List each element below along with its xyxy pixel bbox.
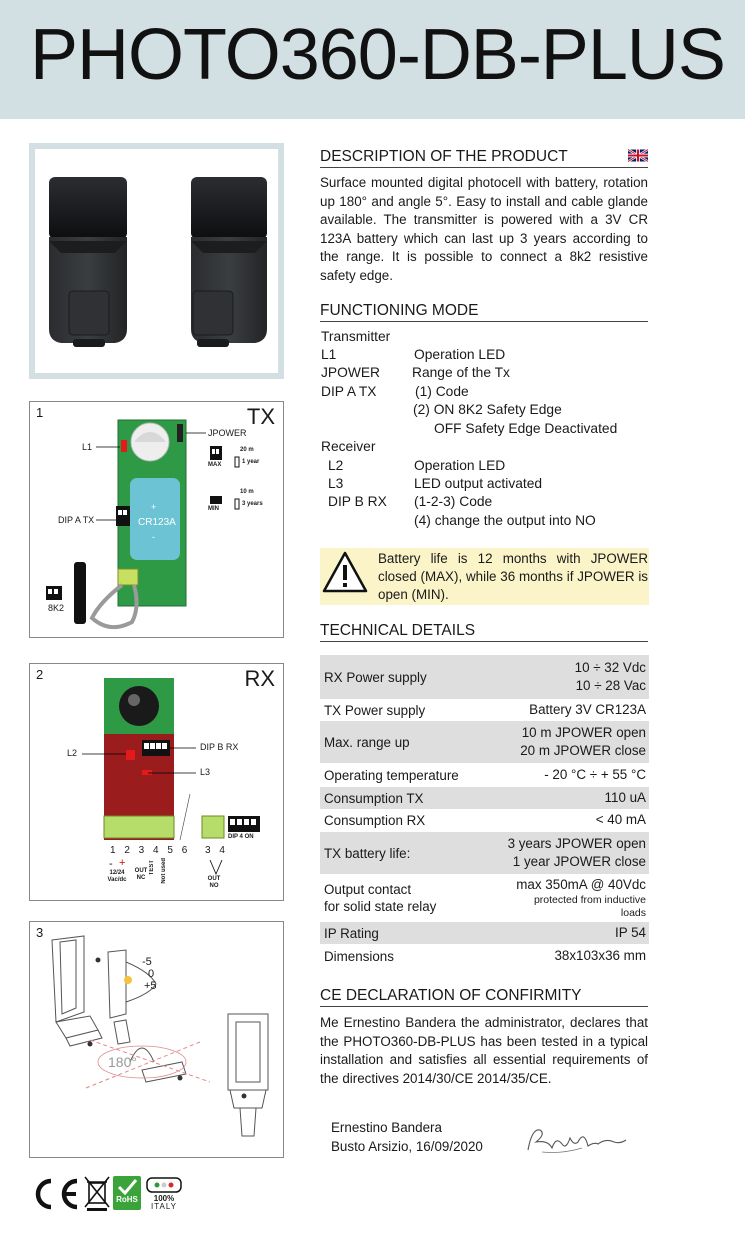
tech-value [516, 876, 646, 921]
rohs-logo [113, 1176, 141, 1210]
table-row [320, 874, 649, 922]
tech-key: IP Rating [324, 925, 379, 941]
product-photo [29, 143, 284, 379]
tech-value-line: 10 ÷ 32 Vdc [574, 659, 646, 675]
label-dip-a-tx: DIP A TX [58, 515, 95, 525]
technical-title: TECHNICAL DETAILS [320, 622, 648, 642]
tech-value: Battery 3V CR123A [529, 701, 646, 717]
tech-value: 38x103x36 mm [554, 947, 646, 963]
min-time: 3 years [242, 501, 263, 507]
fm-value: (2) ON 8K2 Safety Edge [413, 402, 562, 417]
fm-value: LED output activated [414, 476, 543, 491]
label-l2: L2 [67, 748, 78, 758]
battery-label: CR123A [138, 517, 176, 528]
fm-key: DIP B RX [328, 494, 387, 509]
terminal-plus: + [119, 857, 126, 869]
fm-key: L3 [328, 476, 344, 491]
angle-plus-5: +5 [144, 980, 157, 992]
tech-key: Dimensions [324, 948, 394, 964]
terminal-numbers: 1 2 3 4 5 6 [110, 845, 191, 856]
weee-bin-icon [84, 1175, 110, 1211]
photocell-right [191, 177, 267, 347]
installation-diagram-panel [29, 921, 284, 1158]
table-row [320, 787, 649, 809]
tech-key: TX Power supply [324, 702, 426, 718]
tech-key: Operating temperature [324, 767, 459, 783]
fm-key: DIP A TX [321, 384, 377, 399]
angle-minus-5: -5 [142, 956, 152, 968]
fm-value: (1-2-3) Code [414, 494, 493, 509]
ce-title: CE DECLARATION OF CONFIRMITY [320, 987, 648, 1007]
rohs-label: RoHS [116, 1195, 138, 1204]
fm-key: JPOWER [321, 365, 381, 380]
tech-value [520, 724, 646, 761]
table-row [320, 922, 649, 944]
fm-key: L1 [321, 347, 337, 362]
table-row [320, 763, 649, 787]
page-title: PHOTO360-DB-PLUS [30, 15, 725, 95]
tx-diagram-panel [29, 401, 284, 638]
tech-key: RX Power supply [324, 669, 427, 685]
label-l3: L3 [200, 767, 211, 777]
table-row [320, 809, 649, 832]
italy-percent: 100% [153, 1194, 175, 1203]
label-l1: L1 [82, 442, 93, 452]
tech-key-line: for solid state relay [324, 899, 437, 914]
tech-value-line: max 350mA @ 40Vdc [516, 876, 646, 892]
tech-value-line: 1 year JPOWER close [512, 854, 646, 869]
battery-plus: + [151, 502, 157, 512]
fm-key: L2 [328, 458, 344, 473]
tech-value: 110 uA [604, 789, 646, 805]
table-row [320, 655, 649, 699]
tech-value-note: loads [620, 907, 646, 920]
tech-value-line: 20 m JPOWER close [520, 743, 646, 758]
panel-number: 2 [36, 667, 44, 682]
warning-text: Battery life is 12 months with JPOWER closed (MAX), while 36 months if JPOWER is open (MIN). [378, 551, 648, 602]
tech-key: Consumption TX [324, 790, 424, 806]
terminal-out-no: OUT NO [207, 876, 221, 889]
signer-name: Ernestino Bandera [331, 1120, 442, 1135]
fm-value: Range of the Tx [412, 365, 510, 380]
place-date: Busto Arsizio, 16/09/2020 [331, 1139, 483, 1154]
terminal-not-used: Not used [161, 858, 167, 884]
jumper-min-label: MIN [208, 506, 219, 512]
panel-tag: RX [244, 666, 275, 691]
technical-table [320, 655, 649, 968]
functioning-title: FUNCTIONING MODE [320, 302, 648, 322]
label-jpower: JPOWER [208, 428, 247, 438]
tech-key-line: Output contact [324, 882, 412, 897]
table-row [320, 721, 649, 763]
tech-value: IP 54 [614, 924, 646, 940]
min-range: 10 m [240, 489, 254, 495]
tech-key: Consumption RX [324, 813, 426, 828]
table-row [320, 944, 649, 968]
tech-value-note: protected from inductive [533, 894, 646, 907]
italy-flag-icon [146, 1177, 182, 1193]
receiver-heading: Receiver [321, 439, 376, 454]
table-row [320, 832, 649, 874]
battery-minus: - [152, 532, 155, 542]
ce-text: Me Ernestino Bandera the administrator, declares that the PHOTO360-DB-PLUS has been tested in a typical installation and satisfies all essential requirements of the directives 2014/30/CE 2014/35/CE. [320, 1015, 648, 1086]
jumper-max-label: MAX [208, 462, 222, 468]
label-8k2: 8K2 [48, 603, 65, 613]
fm-value: (1) Code [415, 384, 469, 399]
angle-zero: 0 [148, 968, 155, 980]
tech-value: - 20 °C ÷ + 55 °C [544, 766, 646, 782]
tech-value-line: 10 ÷ 28 Vac [575, 678, 646, 693]
description-text: Surface mounted digital photocell with battery, rotation up 180° and angle 5°. Easy to install and cable glande available. The transmitter is powered with a 3V CR 123A battery which can last up 3 years according to the range. It is possible to connect a 8k2 resistive safety edge. [320, 175, 648, 283]
panel-number: 1 [36, 405, 44, 420]
terminal-numbers-no: 3 4 [205, 845, 228, 856]
tech-value-line: 10 m JPOWER open [521, 724, 646, 740]
battery-warning-box [320, 548, 649, 605]
tech-key: TX battery life: [324, 845, 411, 861]
max-range: 20 m [240, 447, 254, 453]
photocell-left [49, 177, 127, 347]
made-in-italy-logo [146, 1177, 182, 1211]
installation-drawing [30, 922, 285, 1159]
header-banner [0, 0, 745, 119]
tech-key [324, 881, 436, 915]
transmitter-heading: Transmitter [321, 329, 391, 344]
terminal-minus: - [109, 858, 113, 870]
tech-value: < 40 mA [595, 812, 646, 828]
terminal-test: TEST [149, 860, 155, 876]
fm-value: Operation LED [414, 458, 506, 473]
italy-label: ITALY [150, 1202, 178, 1211]
tech-key: Max. range up [324, 734, 410, 750]
rx-diagram-panel [29, 663, 284, 901]
table-row [320, 699, 649, 721]
rx-board-drawing [30, 664, 285, 902]
warning-icon [322, 551, 368, 593]
panel-tag: TX [246, 404, 275, 429]
terminal-power: 12/24 Vac/dc [107, 870, 127, 883]
rotation-label: 180° [108, 1054, 137, 1070]
description-title: DESCRIPTION OF THE PRODUCT [320, 148, 648, 168]
tech-value [575, 659, 646, 696]
fm-value: Operation LED [414, 347, 506, 362]
tech-value [508, 835, 646, 872]
photocell-pair-image [35, 149, 278, 373]
handwritten-signature [522, 1120, 632, 1160]
label-dip4: DIP 4 ON [228, 834, 254, 840]
check-icon [113, 1177, 141, 1197]
ce-mark-logo [29, 1177, 81, 1211]
terminal-out-nc: OUT NC [134, 868, 148, 881]
fm-value: (4) change the output into NO [414, 513, 596, 528]
panel-number: 3 [36, 925, 44, 940]
label-dip-b-rx: DIP B RX [200, 742, 239, 752]
tech-value-line: 3 years JPOWER open [507, 835, 646, 851]
max-time: 1 year [242, 459, 260, 465]
fm-value: OFF Safety Edge Deactivated [434, 421, 618, 436]
